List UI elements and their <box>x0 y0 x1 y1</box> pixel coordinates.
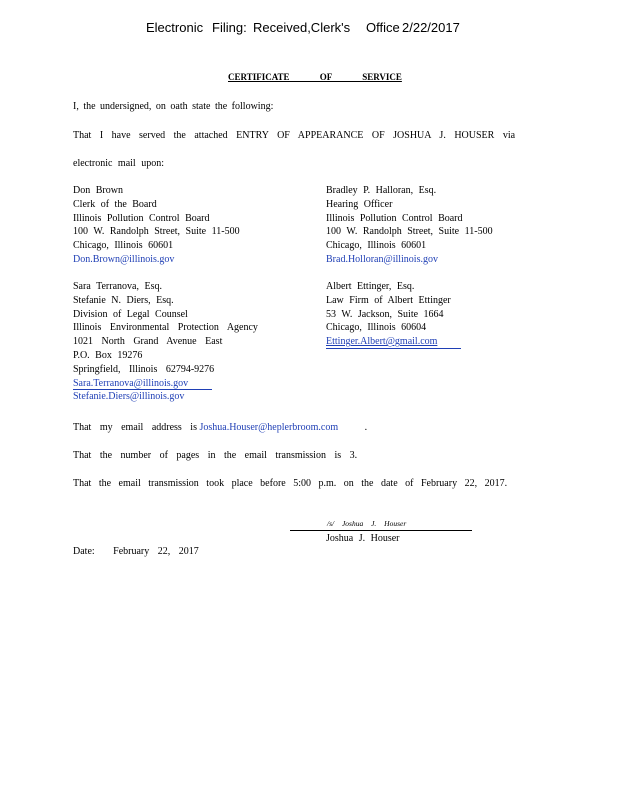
email-statement <box>73 422 367 433</box>
recipient-email-link[interactable]: Ettinger.Albert@gmail.com <box>326 336 438 348</box>
signature-line <box>290 530 472 531</box>
recipient-line: Clerk of the Board <box>73 198 157 210</box>
attorney-email-link[interactable]: Joshua.Houser@heplerbroom.com <box>199 422 339 433</box>
certificate-title: CERTIFICATE OF SERVICE <box>228 72 402 82</box>
header-received: Received,Clerk's <box>253 20 351 35</box>
email-underline <box>326 348 461 349</box>
recipient-line: P.O. Box 19276 <box>73 350 143 361</box>
recipient-email-link[interactable]: Don.Brown@illinois.gov <box>73 254 175 265</box>
served-statement-continued: electronic mail upon: <box>73 158 164 169</box>
recipient-line: Division of Legal Counsel <box>73 308 188 320</box>
header-filing: Filing: <box>212 20 247 35</box>
header-office: Office <box>366 20 400 35</box>
email-statement-prefix: That my email address is <box>73 422 197 433</box>
recipient-line: Don Brown <box>73 185 123 196</box>
recipient-line: Sara Terranova, Esq. <box>73 281 162 292</box>
recipient-line: Law Firm of Albert Ettinger <box>326 294 451 306</box>
time-statement: That the email transmission took place before 5:00 p.m. on the date of February 22, 2017. <box>73 478 508 489</box>
recipient-email-link[interactable]: Sara.Terranova@illinois.gov <box>73 377 189 389</box>
recipient-line: 100 W. Randolph Street, Suite 11-500 <box>326 226 493 238</box>
recipient-line: 53 W. Jackson, Suite 1664 <box>326 308 444 320</box>
recipient-line: Albert Ettinger, Esq. <box>326 281 415 292</box>
recipient-email-link[interactable]: Brad.Holloran@illinois.gov <box>326 254 438 265</box>
recipient-line: Bradley P. Halloran, Esq. <box>326 185 437 196</box>
date-label: Date: <box>73 546 95 557</box>
pages-statement: That the number of pages in the email transmission is 3. <box>73 450 358 461</box>
recipient-line: Chicago, Illinois 60601 <box>326 240 427 252</box>
header-date: 2/22/2017 <box>402 20 460 35</box>
date-value: February 22, 2017 <box>113 546 199 557</box>
email-statement-suffix: . <box>364 422 368 433</box>
recipient-line: Chicago, Illinois 60604 <box>326 322 427 334</box>
intro-text: I, the undersigned, on oath state the following: <box>73 101 274 112</box>
recipient-line: Hearing Officer <box>326 198 393 210</box>
recipient-line: Stefanie N. Diers, Esq. <box>73 294 174 306</box>
electronic-signature: /s/ Joshua J. Houser <box>327 519 407 528</box>
served-statement: That I have served the attached ENTRY OF APPEARANCE OF JOSHUA J. HOUSER via <box>73 130 516 141</box>
recipient-line: Illinois Pollution Control Board <box>73 212 210 224</box>
recipient-line: Springfield, Illinois 62794-9276 <box>73 363 215 375</box>
recipient-line: Chicago, Illinois 60601 <box>73 240 174 252</box>
recipient-line: Illinois Environmental Protection Agency <box>73 322 258 334</box>
recipient-line: Illinois Pollution Control Board <box>326 212 463 224</box>
recipient-line: 100 W. Randolph Street, Suite 11-500 <box>73 226 240 238</box>
header-electronic: Electronic <box>146 20 204 35</box>
recipient-line: 1021 North Grand Avenue East <box>73 336 223 348</box>
signature-name: Joshua J. Houser <box>326 533 400 544</box>
recipient-email-link[interactable]: Stefanie.Diers@illinois.gov <box>73 391 185 403</box>
date-line <box>73 546 199 557</box>
